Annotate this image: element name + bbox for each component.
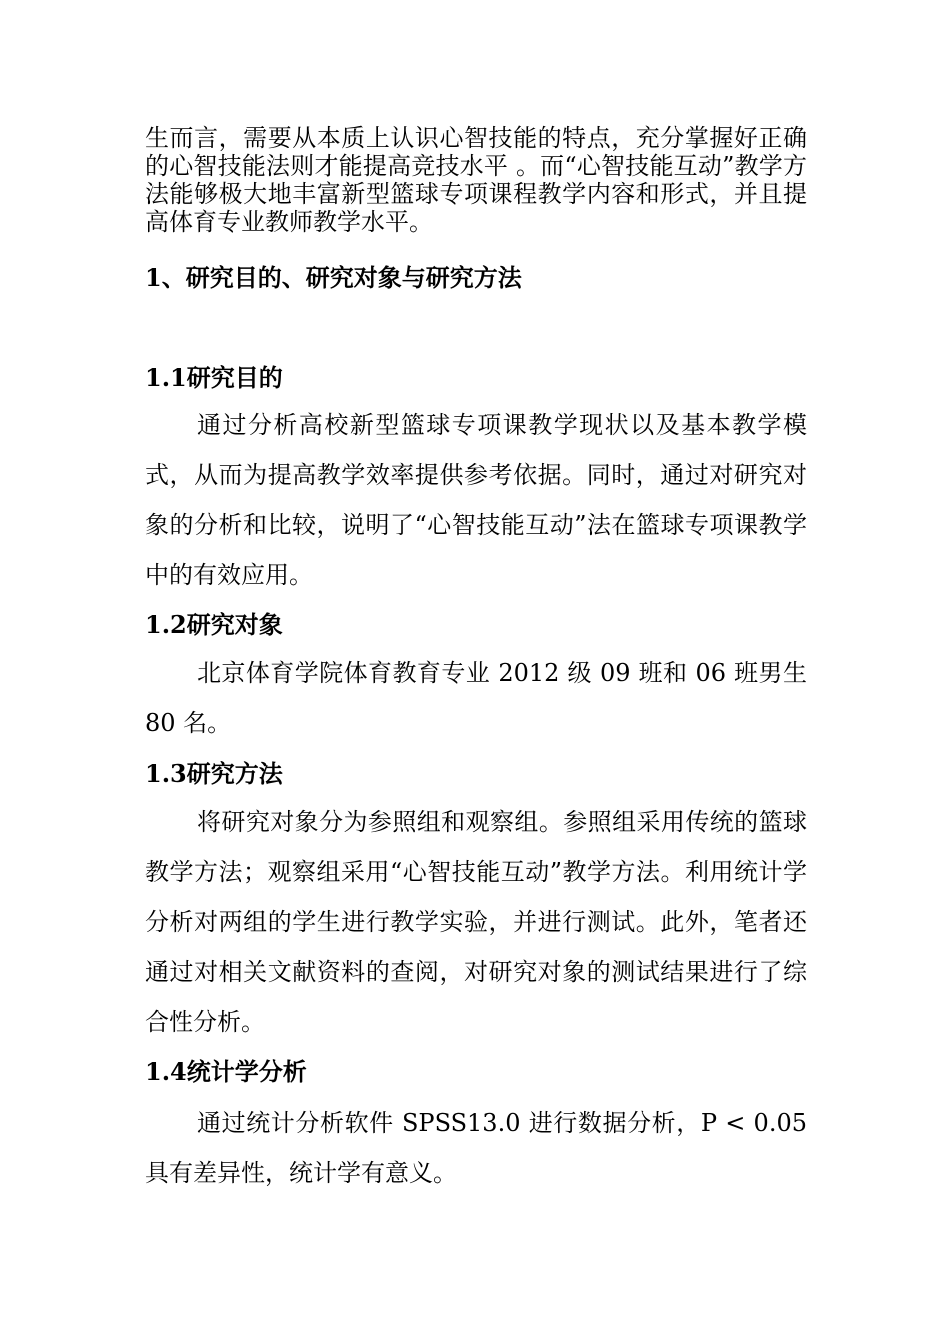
section-heading: 1、研究目的、研究对象与研究方法: [145, 263, 522, 292]
subsection-heading-subjects: 1.2研究对象: [145, 610, 283, 639]
subsection-heading-purpose: 1.1研究目的: [145, 363, 283, 392]
subsection-heading-methods: 1.3研究方法: [145, 759, 283, 788]
subsection-body-subjects: 北京体育学院体育教育专业 2012 级 09 班和 06 班男生 80 名。: [145, 659, 807, 737]
intro-paragraph: 生而言，需要从本质上认识心智技能的特点，充分掌握好正确的心智技能法则才能提高竞技水平 。而“心智技能互动”教学方法能够极大地丰富新型篮球专项课程教学内容和形式，并且提高体育专业教师教学水平。: [145, 124, 807, 236]
subsection-body-purpose: 通过分析高校新型篮球专项课教学现状以及基本教学模式，从而为提高教学效率提供参考依据。同时，通过对研究对象的分析和比较，说明了“心智技能互动”法在篮球专项课教学中的有效应用。: [145, 411, 807, 589]
subsection-body-methods: 将研究对象分为参照组和观察组。参照组采用传统的篮球教学方法；观察组采用“心智技能互动”教学方法。利用统计学分析对两组的学生进行教学实验，并进行测试。此外，笔者还通过对相关文献资料的查阅，对研究对象的测试结果进行了综合性分析。: [145, 808, 807, 1036]
subsection-heading-statistics: 1.4统计学分析: [145, 1057, 307, 1086]
subsection-body-statistics: 通过统计分析软件 SPSS13.0 进行数据分析，P < 0.05 具有差异性，统计学有意义。: [145, 1109, 807, 1187]
